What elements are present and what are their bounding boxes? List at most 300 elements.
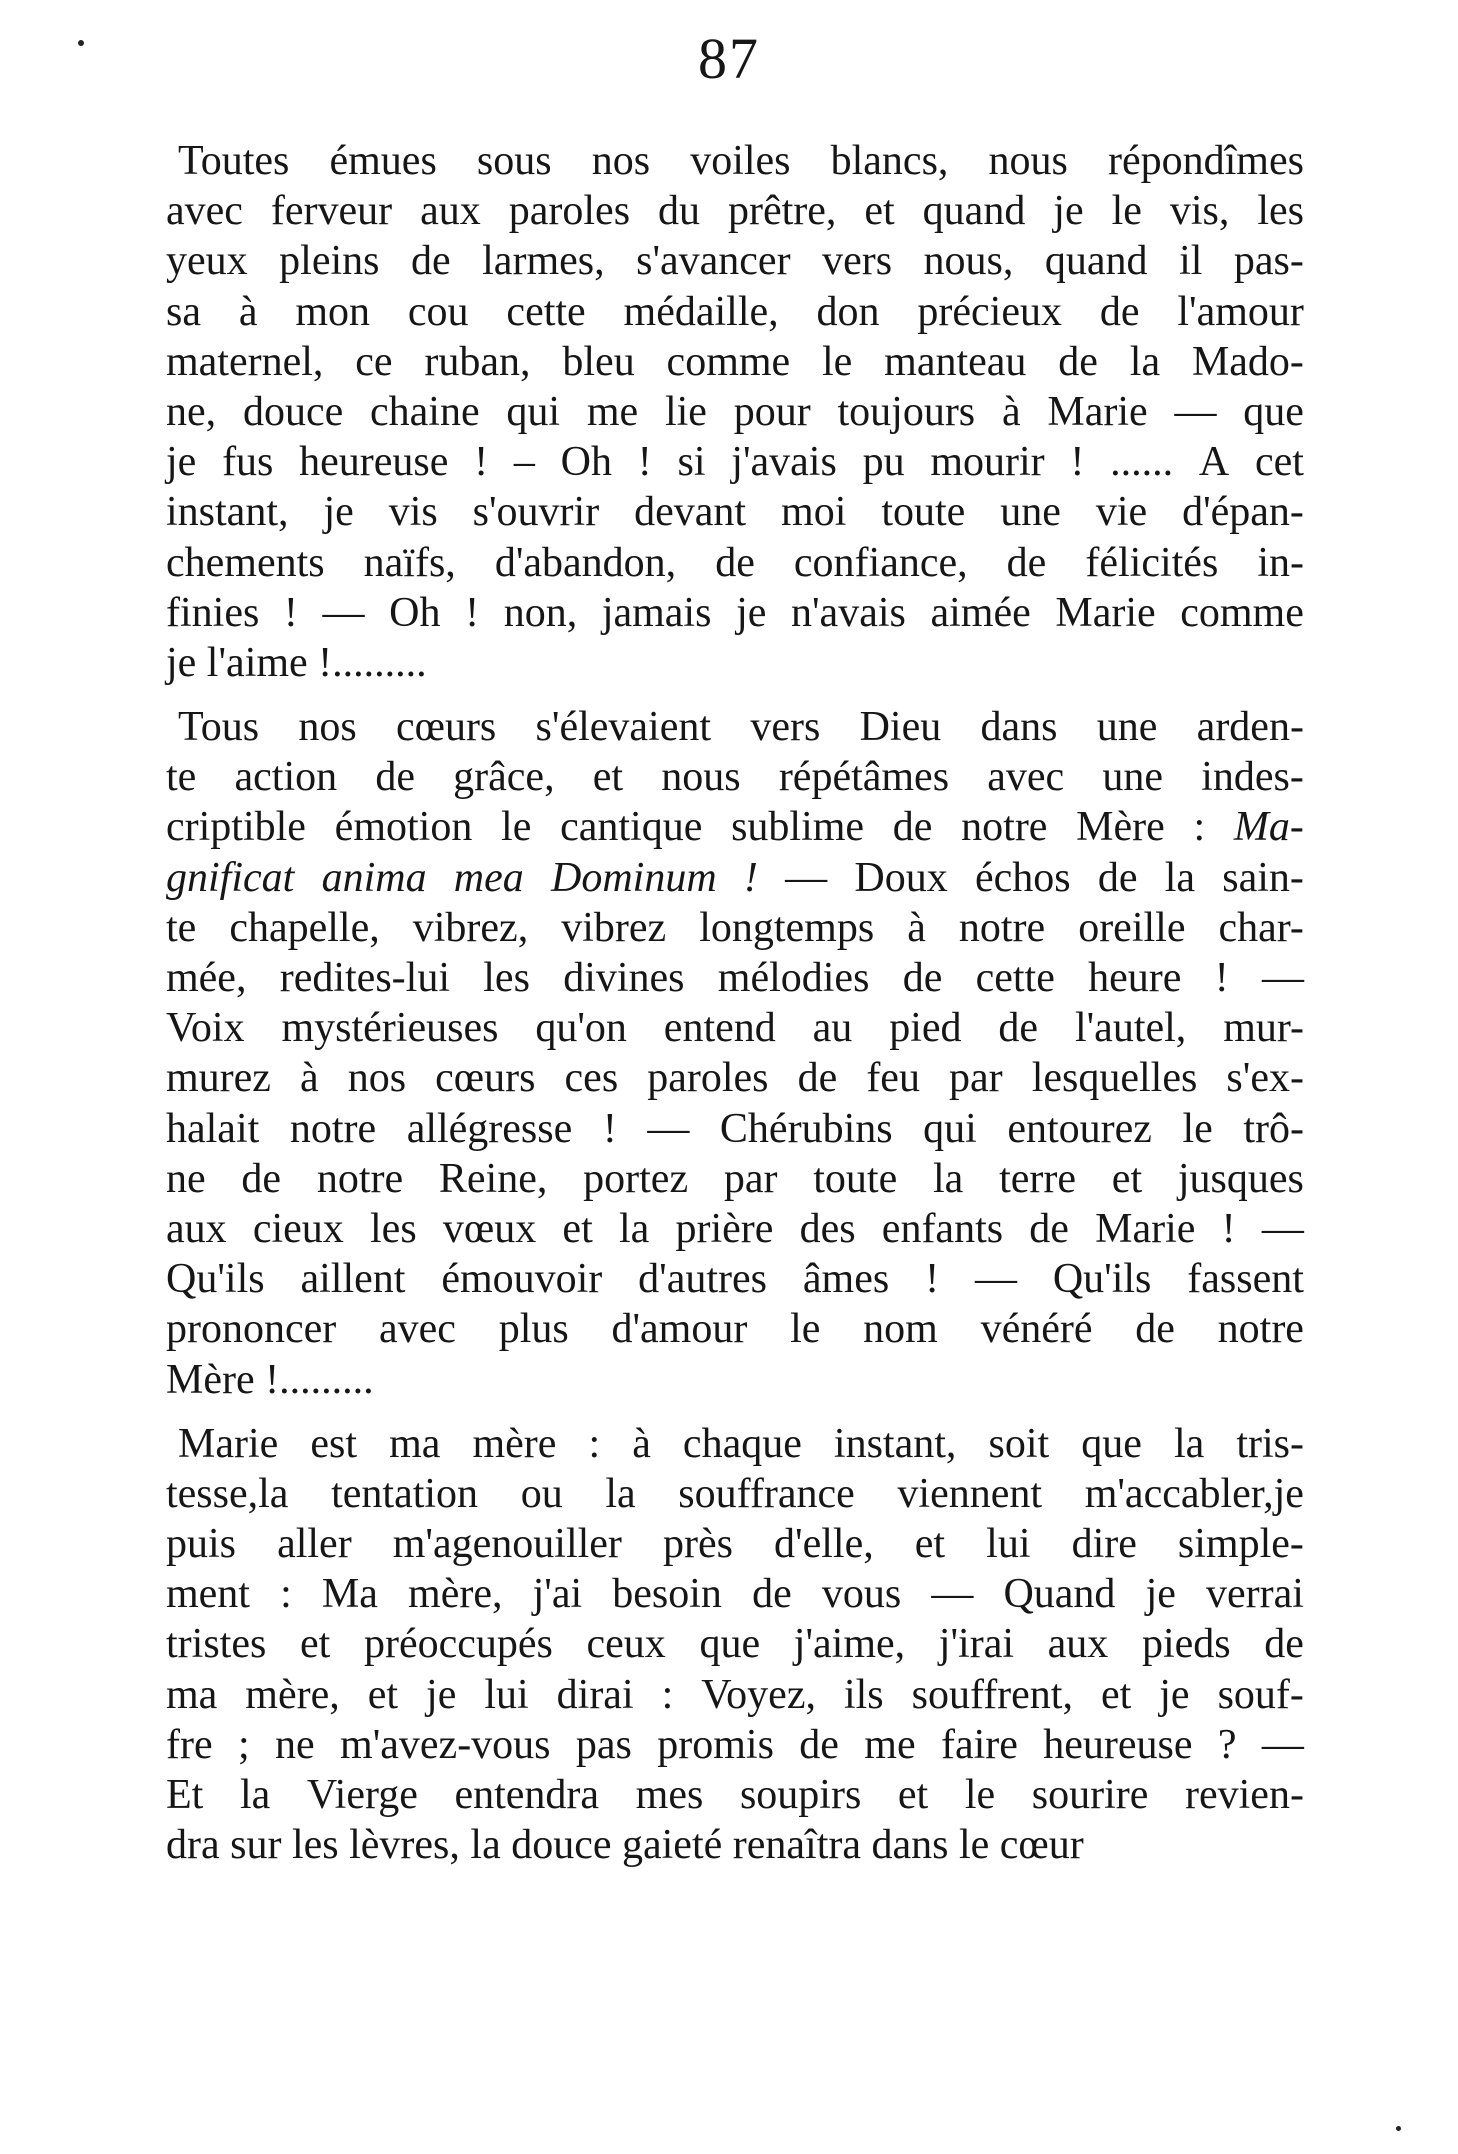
word: la [618, 1205, 650, 1252]
word: de [998, 1005, 1039, 1052]
word: et [897, 1772, 929, 1818]
word: les [483, 955, 530, 1001]
word: répondîmes [1108, 138, 1304, 184]
word: chements [166, 539, 325, 586]
word: à [238, 288, 258, 335]
word: puis [166, 1521, 237, 1568]
body-text [166, 136, 1304, 1870]
word: cantique [560, 804, 703, 851]
word: tesse,la [166, 1470, 289, 1517]
paragraph [166, 1419, 1304, 1871]
word: souffrent, [911, 1671, 1073, 1718]
word: — [931, 1571, 974, 1618]
word: A [1198, 439, 1230, 486]
text-line [166, 337, 1304, 387]
word: Mado- [1191, 338, 1304, 385]
word: la [1173, 1420, 1205, 1467]
word: avec [166, 188, 243, 235]
word: pleins [279, 238, 380, 285]
word: manteau [884, 338, 1027, 385]
word: vis, [1169, 188, 1230, 235]
word: vers [750, 704, 821, 751]
word: ! [637, 439, 652, 486]
word: m'accabler,je [1084, 1470, 1304, 1517]
word: ! [1070, 439, 1085, 486]
word: dirai [556, 1671, 634, 1718]
word: aux [1047, 1621, 1109, 1668]
word: blancs, [830, 138, 949, 184]
word: sain- [1222, 854, 1304, 901]
word: nous [988, 138, 1068, 184]
word: Quand [1003, 1571, 1116, 1618]
word: soit [988, 1420, 1050, 1467]
word: médaille, [623, 288, 779, 335]
word: sourire [1031, 1772, 1149, 1818]
line-text: dra sur les lèvres, la douce gaieté renaîtra dans le cœur [166, 1822, 1084, 1869]
word: de [410, 238, 451, 285]
word: paroles [508, 188, 631, 235]
word: ou [520, 1470, 563, 1517]
word: longtemps [699, 904, 875, 951]
word: revien- [1185, 1772, 1304, 1818]
word: entend [663, 1005, 776, 1052]
word: d'elle, [774, 1521, 874, 1568]
word: j'aime, [793, 1621, 906, 1668]
text-line [166, 588, 1304, 638]
word: mère [472, 1420, 557, 1467]
word: notre [1217, 1306, 1304, 1353]
word: aux [420, 188, 481, 235]
word: pied [889, 1005, 962, 1052]
word: maternel, [166, 338, 324, 385]
word: l'amour [1177, 288, 1304, 335]
word: Dieu [859, 704, 942, 751]
word: mon [295, 288, 371, 335]
word: que [1081, 1420, 1142, 1467]
word: te [166, 754, 197, 801]
word: halait [166, 1105, 260, 1152]
word: mea [453, 854, 524, 901]
word: Dominum [551, 854, 717, 901]
text-line [166, 437, 1304, 487]
word: : [588, 1420, 601, 1467]
word: avec [379, 1306, 456, 1353]
word: et [592, 754, 624, 801]
word: faire [940, 1721, 1018, 1768]
word: d'abandon, [494, 539, 677, 586]
word: de [1264, 1621, 1304, 1668]
word: toute [813, 1155, 898, 1202]
word: que [1243, 388, 1304, 435]
word: arden- [1196, 704, 1304, 751]
word: précieux [917, 288, 1062, 335]
word: cœurs [395, 704, 497, 751]
word: ne [275, 1721, 315, 1768]
word: j'avais [731, 439, 837, 486]
page-number: 87 [698, 26, 760, 91]
word: avec [987, 754, 1065, 801]
word: non, [503, 589, 578, 636]
text-line [166, 1619, 1304, 1669]
word: la [605, 1470, 636, 1517]
word: ! [465, 589, 480, 636]
word: cieux [252, 1205, 344, 1252]
word: par [949, 1055, 1003, 1102]
word: entourez [1007, 1105, 1152, 1152]
text-line [166, 802, 1304, 852]
word: m'agenouiller [392, 1521, 622, 1568]
word: Oh [560, 439, 613, 486]
word: feu [866, 1055, 920, 1102]
word: sublime [731, 804, 865, 851]
text-line [166, 1569, 1304, 1619]
word: Voyez, [701, 1671, 816, 1718]
word: s'avancer [636, 238, 791, 285]
word: l'autel, [1074, 1005, 1187, 1052]
word: te [166, 904, 197, 951]
paragraph-gap [166, 1405, 1304, 1419]
word: le [964, 1772, 996, 1818]
word: comme [666, 338, 791, 385]
word: lesquelles [1031, 1055, 1198, 1102]
word: soupirs [739, 1772, 862, 1818]
word: émotion [334, 804, 473, 851]
word: viennent [897, 1470, 1043, 1517]
word: murez [166, 1055, 271, 1102]
text-line [166, 1670, 1304, 1720]
word: comme [1180, 589, 1304, 636]
word: ma [166, 1671, 218, 1718]
word: tentation [331, 1470, 479, 1517]
word: heureuse [299, 439, 449, 486]
word: ! [743, 854, 758, 901]
word: j'irai [938, 1621, 1014, 1668]
word: Oh [389, 589, 441, 636]
word: le [822, 338, 853, 385]
word: de [1135, 1306, 1175, 1353]
word: aimée [930, 589, 1031, 636]
word: au [812, 1005, 853, 1052]
word: âmes [802, 1256, 890, 1303]
word: fre [166, 1721, 213, 1768]
word: m'avez-vous [340, 1721, 551, 1768]
word: redites-lui [279, 955, 450, 1001]
word: par [723, 1155, 778, 1202]
word: fus [222, 439, 274, 486]
word: – [513, 439, 535, 486]
word: char- [1218, 904, 1304, 951]
text-line [166, 1720, 1304, 1770]
word: à [632, 1420, 651, 1467]
word: mes [635, 1772, 704, 1818]
word: — [1261, 1721, 1304, 1768]
text-line [166, 953, 1304, 1003]
word: instant, [833, 1420, 957, 1467]
text-line [166, 702, 1304, 752]
paragraph [166, 702, 1304, 1405]
word: — [1261, 955, 1304, 1001]
word: jamais [601, 589, 712, 636]
word: la [1164, 854, 1196, 901]
word: aillent [300, 1256, 406, 1303]
word: souf- [1217, 1671, 1304, 1718]
word: cette [975, 955, 1055, 1001]
word: — [785, 854, 828, 901]
word: jusques [1177, 1155, 1304, 1202]
text-line [166, 853, 1304, 903]
word: qu'on [535, 1005, 627, 1052]
word: toujours [837, 388, 976, 435]
word: ! [1214, 955, 1229, 1001]
text-line [166, 752, 1304, 802]
word: divines [563, 955, 685, 1001]
word: de [752, 1571, 792, 1618]
word: s'ex- [1226, 1055, 1304, 1102]
word: notre [961, 804, 1048, 851]
word: me [586, 388, 639, 435]
word: Toutes [178, 138, 290, 184]
word: répétâmes [778, 754, 950, 801]
word: promis [657, 1721, 774, 1768]
word: confiance, [793, 539, 968, 586]
text-line [166, 538, 1304, 588]
word: ruban, [424, 338, 531, 385]
word: le [790, 1306, 821, 1353]
word: vibrez, [412, 904, 529, 951]
text-line [166, 1053, 1304, 1103]
word: verrai [1206, 1571, 1304, 1618]
word: Chérubins [719, 1105, 893, 1152]
word: aux [166, 1205, 227, 1252]
word: mystérieuses [281, 1005, 499, 1052]
word: Ma [321, 1571, 378, 1618]
word: tris- [1236, 1420, 1304, 1467]
text-line [166, 136, 1304, 186]
word: préoccupés [363, 1621, 553, 1668]
word: voiles [690, 138, 791, 184]
word: je [426, 1671, 457, 1718]
line-text: Mère !......... [166, 1356, 374, 1403]
word: la [1129, 338, 1161, 385]
word: qui [923, 1105, 977, 1152]
word: ! [602, 1105, 617, 1152]
word: lie [664, 388, 707, 435]
word: — [322, 589, 365, 636]
word: et [1100, 1671, 1132, 1718]
word: je [1053, 188, 1084, 235]
word: si [677, 439, 706, 486]
word: ! [474, 439, 489, 486]
text-line [166, 1154, 1304, 1204]
word: une [1096, 704, 1158, 751]
word: ! [925, 1256, 940, 1303]
word: Tous [178, 704, 260, 751]
word: chaque [682, 1420, 802, 1467]
word: une [1102, 754, 1164, 801]
word: d'autres [638, 1256, 768, 1303]
word: émues [329, 138, 437, 184]
word: sous [476, 138, 552, 184]
text-line [166, 1770, 1304, 1820]
text-line [166, 1104, 1304, 1154]
word: près [662, 1521, 733, 1568]
word: mur- [1223, 1005, 1304, 1052]
text-line [166, 1254, 1304, 1304]
word: nos [298, 704, 357, 751]
word: à [300, 1055, 319, 1102]
word: lui [986, 1521, 1031, 1568]
word: souffrance [678, 1470, 855, 1517]
word: ils [843, 1671, 884, 1718]
word: et [367, 1671, 399, 1718]
text-line [166, 1519, 1304, 1569]
word: de [1058, 338, 1098, 385]
word: terre [999, 1155, 1077, 1202]
word: toute [881, 489, 966, 536]
word: : [280, 1571, 292, 1618]
word: ...... [1110, 439, 1174, 486]
word: que [699, 1621, 761, 1668]
word: Qu'ils [1052, 1256, 1152, 1303]
word: de [375, 754, 415, 801]
word: Reine, [438, 1155, 548, 1202]
word: Doux [854, 854, 948, 901]
word: tristes [166, 1621, 267, 1668]
text-line [166, 1469, 1304, 1519]
word: cœurs [435, 1055, 536, 1102]
word: mère, [408, 1571, 503, 1618]
word: la [239, 1772, 271, 1818]
word: vœux [442, 1205, 537, 1252]
word: instant, [166, 489, 289, 536]
word: ceux [586, 1621, 666, 1668]
word: je [736, 589, 767, 636]
word: et [562, 1205, 593, 1252]
word: criptible [166, 804, 306, 851]
word: je [1145, 1571, 1176, 1618]
text-line [166, 387, 1304, 437]
word: quand [922, 188, 1026, 235]
word: ! [1221, 1205, 1236, 1252]
word: et [864, 188, 895, 235]
word: lui [484, 1671, 529, 1718]
word: quand [1044, 238, 1148, 285]
word: don [816, 288, 880, 335]
word: vis [388, 489, 438, 536]
word: : [661, 1671, 674, 1718]
word: fassent [1187, 1256, 1304, 1303]
word: trô- [1243, 1105, 1304, 1152]
text-line [166, 287, 1304, 337]
word: Marie [1047, 388, 1148, 435]
word: oreille [1078, 904, 1186, 951]
word: nos [347, 1055, 407, 1102]
word: et [299, 1621, 331, 1668]
word: heure [1088, 955, 1182, 1001]
word: il [1179, 238, 1203, 285]
word: de [902, 955, 943, 1001]
word: à [907, 904, 926, 951]
word: ; [237, 1721, 250, 1768]
word: de [1099, 288, 1140, 335]
word: de [797, 1055, 838, 1102]
word: sa [166, 288, 201, 335]
word: vénéré [980, 1306, 1093, 1353]
word: aller [277, 1521, 352, 1568]
word: Mère [1076, 804, 1165, 851]
word: s'ouvrir [472, 489, 600, 536]
word: mée, [166, 955, 247, 1001]
word: le [1182, 1105, 1213, 1152]
word: j'ai [532, 1571, 583, 1618]
word: vie [1095, 489, 1148, 536]
text-line [166, 1304, 1304, 1354]
word: de [241, 1155, 282, 1202]
word: Ma- [1233, 804, 1304, 851]
word: bleu [562, 338, 635, 385]
word: pu [862, 439, 905, 486]
word: nos [591, 138, 651, 184]
word: de [892, 804, 933, 851]
word: simple- [1177, 1521, 1304, 1568]
word: des [799, 1205, 856, 1252]
word: dire [1071, 1521, 1137, 1568]
word: prière [675, 1205, 774, 1252]
paragraph-gap [166, 688, 1304, 702]
word: du [658, 188, 701, 235]
word: je [166, 439, 197, 486]
word: notre [289, 1105, 377, 1152]
word: moi [781, 489, 847, 536]
text-line [166, 903, 1304, 953]
word: mourir [930, 439, 1045, 486]
word: je [323, 489, 354, 536]
word: ! [283, 589, 298, 636]
word: d'amour [611, 1306, 748, 1353]
word: vibrez [561, 904, 667, 951]
word: nom [863, 1306, 938, 1353]
word: ment [166, 1571, 250, 1618]
word: — [974, 1256, 1017, 1303]
word: entendra [454, 1772, 600, 1818]
word: besoin [612, 1571, 722, 1618]
word: Et [166, 1772, 204, 1818]
word: qui [506, 388, 561, 435]
word: n'avais [790, 589, 906, 636]
word: action [234, 754, 338, 801]
word: est [310, 1420, 358, 1467]
word: portez [583, 1155, 689, 1202]
word: vers [822, 238, 893, 285]
word: ferveur [270, 188, 393, 235]
word: mélodies [717, 955, 870, 1001]
word: — [1174, 388, 1217, 435]
text-line [166, 1204, 1304, 1254]
word: dans [980, 704, 1058, 751]
word: la [933, 1155, 964, 1202]
word: enfants [881, 1205, 1004, 1252]
word: larmes, [482, 238, 605, 285]
word: Vierge [306, 1772, 418, 1818]
word: les [370, 1205, 417, 1252]
word: à [1001, 388, 1021, 435]
word: gnificat [166, 854, 295, 901]
line-text: je l'aime !......... [166, 639, 427, 686]
word: prêtre, [727, 188, 837, 235]
word: : [1193, 804, 1206, 851]
word: yeux [166, 238, 248, 285]
word: grâce, [453, 754, 555, 801]
